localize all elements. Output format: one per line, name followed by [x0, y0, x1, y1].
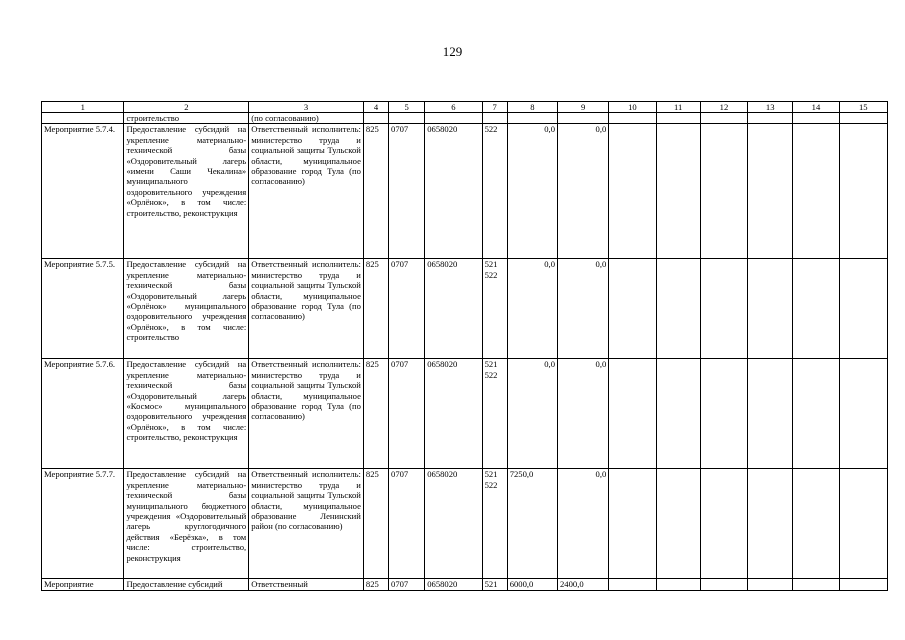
table-row	[42, 359, 888, 469]
cell-value-9: 0,0	[558, 259, 609, 359]
cell-event: Мероприятие 5.7.6.	[42, 359, 124, 469]
col-header: 14	[793, 102, 839, 113]
cell-value-9: 0,0	[558, 124, 609, 259]
cell	[748, 113, 793, 124]
cell	[656, 359, 700, 469]
cell-code-target: 0658020	[425, 259, 482, 359]
cell	[656, 113, 700, 124]
cell	[700, 124, 747, 259]
col-header: 15	[839, 102, 887, 113]
col-header: 12	[700, 102, 747, 113]
cell	[700, 113, 747, 124]
cell-code-admin: 825	[363, 579, 388, 590]
cell-value-8: 6000,0	[507, 579, 557, 590]
cell	[793, 259, 839, 359]
cell	[656, 124, 700, 259]
cell	[700, 579, 747, 590]
cell-code-section: 0707	[389, 124, 425, 259]
cell-code-type: 521 522	[482, 469, 507, 579]
cell	[389, 113, 425, 124]
cell	[839, 124, 887, 259]
cell	[793, 113, 839, 124]
cell-code-admin: 825	[363, 124, 388, 259]
cell-code-admin: 825	[363, 259, 388, 359]
cell	[839, 259, 887, 359]
cell-code-target: 0658020	[425, 469, 482, 579]
cell	[656, 469, 700, 579]
cell	[656, 579, 700, 590]
cell-code-section: 0707	[389, 259, 425, 359]
cell	[609, 113, 656, 124]
col-header: 8	[507, 102, 557, 113]
cell-description: Предоставление субсидий на укрепление материально-технической базы муниципального бюджетного учреждения «Оздоровительный лагерь круглогодичного действия «Берёзка», в том числе: строительство, реконструкция	[124, 469, 249, 579]
cell	[748, 579, 793, 590]
cell	[482, 113, 507, 124]
cell-responsible: Ответственный исполнитель: министерство труда и социальной защиты Тульской области, муниципальное образование город Тула (по согласованию)	[249, 259, 364, 359]
table-row	[42, 259, 888, 359]
continuation-row	[42, 113, 888, 124]
cell-code-type: 521 522	[482, 259, 507, 359]
table-row	[42, 579, 888, 590]
page-number: 129	[442, 44, 463, 59]
col-header: 13	[748, 102, 793, 113]
cell-code-section: 0707	[389, 579, 425, 590]
cell-description: Предоставление субсидий	[124, 579, 249, 590]
cell-code-admin: 825	[363, 469, 388, 579]
cell-value-9: 2400,0	[558, 579, 609, 590]
cell	[507, 113, 557, 124]
cell-value-8: 0,0	[507, 359, 557, 469]
cell-responsible: Ответственный исполнитель: министерство труда и социальной защиты Тульской области, муниципальное образование Ленинский район (по согласованию)	[249, 469, 364, 579]
cell	[558, 113, 609, 124]
cell-value-9: 0,0	[558, 359, 609, 469]
col-header: 3	[249, 102, 364, 113]
cell-code-section: 0707	[389, 469, 425, 579]
cell-code-admin: 825	[363, 359, 388, 469]
col-header: 11	[656, 102, 700, 113]
cell-event: Мероприятие 5.7.7.	[42, 469, 124, 579]
cell	[42, 113, 124, 124]
cell	[748, 359, 793, 469]
cell-code-type: 522	[482, 124, 507, 259]
cell-event: Мероприятие 5.7.5.	[42, 259, 124, 359]
col-header: 9	[558, 102, 609, 113]
cell-description: Предоставление субсидий на укрепление материально-технической базы «Оздоровительный лагерь «имени Саши Чекалина» муниципального оздоровительного учреждения «Орлёнок», в том числе: строительство, реконструкция	[124, 124, 249, 259]
cell-code-section: 0707	[389, 359, 425, 469]
cell	[748, 259, 793, 359]
header-row	[42, 102, 888, 113]
cell-code-target: 0658020	[425, 124, 482, 259]
cell	[793, 359, 839, 469]
cell	[609, 469, 656, 579]
cell	[839, 469, 887, 579]
col-header: 5	[389, 102, 425, 113]
cell	[609, 579, 656, 590]
cell	[700, 359, 747, 469]
cell	[839, 579, 887, 590]
cell	[609, 259, 656, 359]
cell-event: Мероприятие 5.7.4.	[42, 124, 124, 259]
cell-responsible: Ответственный исполнитель: министерство труда и социальной защиты Тульской области, муниципальное образование город Тула (по согласованию)	[249, 124, 364, 259]
cell-code-type: 521	[482, 579, 507, 590]
cell	[425, 113, 482, 124]
cell	[793, 124, 839, 259]
col-header: 6	[425, 102, 482, 113]
cell	[839, 113, 887, 124]
col-header: 4	[363, 102, 388, 113]
col-header: 1	[42, 102, 124, 113]
cell-code-target: 0658020	[425, 359, 482, 469]
cell-value-8: 0,0	[507, 124, 557, 259]
cell	[793, 579, 839, 590]
col-header: 2	[124, 102, 249, 113]
cell-description: Предоставление субсидий на укрепление материально-технической базы «Оздоровительный лагерь «Космос» муниципального оздоровительного учреждения «Орлёнок», в том числе: строительство, реконструкция	[124, 359, 249, 469]
table-row	[42, 124, 888, 259]
cell	[363, 113, 388, 124]
cell-value-8: 0,0	[507, 259, 557, 359]
table-row	[42, 469, 888, 579]
cell-value-8: 7250,0	[507, 469, 557, 579]
cell-description: строительство	[124, 113, 249, 124]
cell	[609, 124, 656, 259]
cell-event: Мероприятие	[42, 579, 124, 590]
cell-code-target: 0658020	[425, 579, 482, 590]
cell	[748, 469, 793, 579]
cell-value-9: 0,0	[558, 469, 609, 579]
cell	[609, 359, 656, 469]
cell	[793, 469, 839, 579]
cell	[700, 469, 747, 579]
cell	[839, 359, 887, 469]
cell	[700, 259, 747, 359]
cell-responsible: Ответственный исполнитель: министерство труда и социальной защиты Тульской области, муниципальное образование город Тула (по согласованию)	[249, 359, 364, 469]
col-header: 7	[482, 102, 507, 113]
cell-code-type: 521 522	[482, 359, 507, 469]
cell-responsible: (по согласованию)	[249, 113, 364, 124]
budget-table	[41, 101, 888, 591]
cell	[748, 124, 793, 259]
cell-responsible: Ответственный	[249, 579, 364, 590]
cell-description: Предоставление субсидий на укрепление материально-технической базы «Оздоровительный лагерь «Орлёнок» муниципального оздоровительного учреждения «Орлёнок», в том числе: строительство	[124, 259, 249, 359]
col-header: 10	[609, 102, 656, 113]
cell	[656, 259, 700, 359]
